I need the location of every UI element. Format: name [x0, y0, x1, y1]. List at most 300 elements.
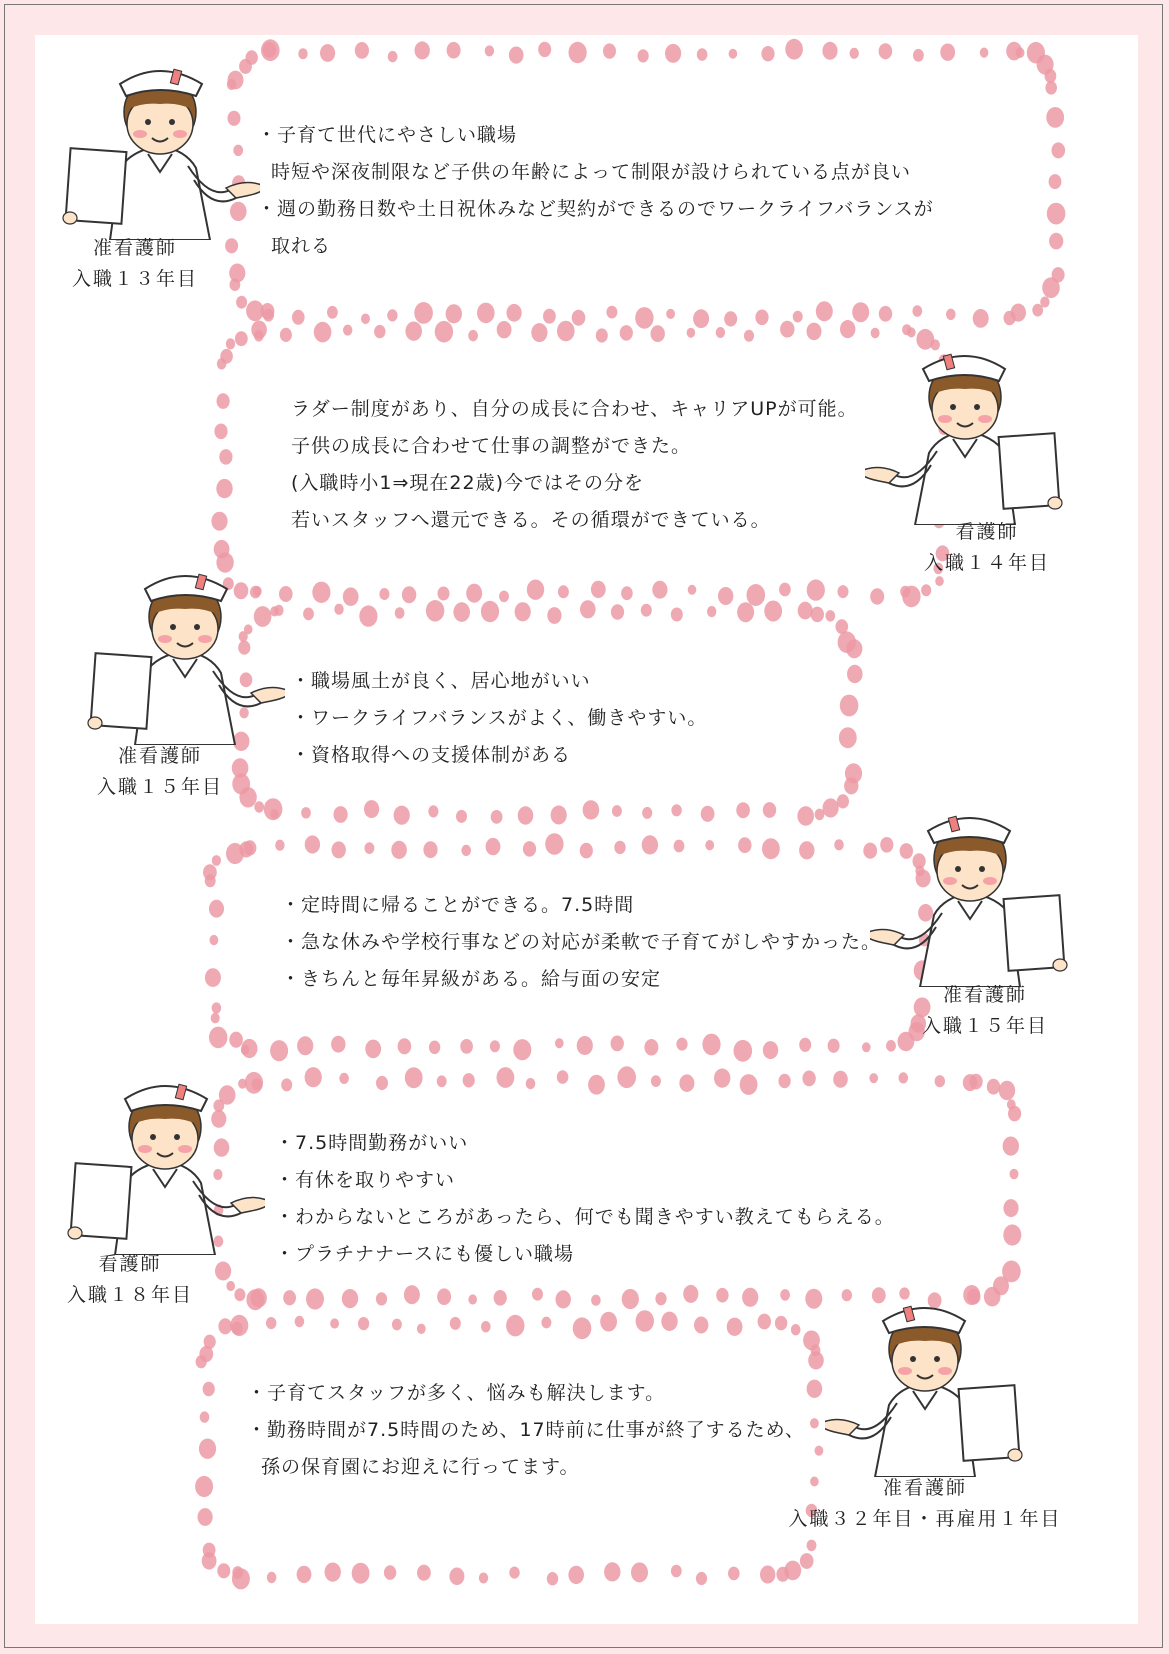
bubble-dot: [545, 833, 563, 855]
caption-6-role: 准看護師: [882, 1477, 967, 1499]
bubble-dot: [1040, 297, 1049, 308]
bubble-dot: [447, 42, 461, 59]
caption-1-years: 入職１３年目: [71, 268, 198, 290]
bubble-dot: [334, 604, 343, 615]
bubble-dot: [600, 1312, 617, 1332]
caption-4-role: 准看護師: [942, 984, 1027, 1006]
testimonial-6-line-1: ・子育てスタッフが多く、悩みも解決します。: [247, 1382, 666, 1404]
bubble-dot: [251, 321, 267, 339]
bubble-dot: [251, 1288, 267, 1307]
bubble-dot: [569, 42, 587, 63]
bubble-dot: [697, 48, 708, 61]
testimonial-4: [281, 887, 881, 998]
testimonial-2-line-4: 若いスタッフへ還元できる。その循環ができている。: [291, 509, 771, 531]
bubble-dot: [306, 1288, 324, 1309]
bubble-dot: [392, 1319, 402, 1331]
bubble-dot: [557, 1070, 569, 1084]
bubble-dot: [816, 301, 833, 321]
bubble-dot: [775, 1316, 787, 1330]
bubble-dot: [497, 1067, 515, 1088]
bubble-dot: [683, 1285, 698, 1303]
nurse-illustration-icon: [865, 335, 1065, 525]
testimonial-1-line-4: 取れる: [271, 235, 332, 257]
bubble-dot: [387, 309, 397, 321]
bubble-dot: [671, 1565, 682, 1578]
bubble-dot: [332, 841, 346, 858]
bubble-dot: [810, 1418, 819, 1428]
caption-3-years: 入職１５年目: [96, 776, 223, 798]
bubble-dot: [266, 1317, 276, 1329]
bubble-dot: [755, 310, 768, 326]
bubble-dot: [644, 1039, 658, 1056]
bubble-dot: [556, 1290, 571, 1308]
bubble-dot: [334, 806, 348, 823]
bubble-dot: [428, 805, 438, 817]
bubble-dot: [388, 51, 398, 62]
nurse-illustration-icon: [85, 555, 285, 745]
bubble-dot: [973, 309, 989, 328]
bubble-dot: [374, 325, 385, 338]
bubble-dot: [674, 840, 685, 853]
testimonial-1-line-3: ・週の勤務日数や土日祝休みなど契約ができるのでワークライフバランスが: [257, 198, 934, 220]
bubble-dot: [532, 1288, 543, 1301]
bubble-dot: [799, 1038, 811, 1052]
bubble-dot: [468, 1294, 477, 1304]
bubble-dot: [379, 588, 389, 600]
bubble-dot: [343, 325, 352, 336]
caption-5-years: 入職１８年目: [66, 1284, 193, 1306]
bubble-dot: [226, 843, 244, 864]
caption-6: [775, 1473, 1075, 1535]
bubble-dot: [1003, 1199, 1018, 1217]
bubble-dot: [807, 1540, 817, 1552]
bubble-dot: [254, 801, 264, 812]
bubble-dot: [671, 804, 681, 816]
caption-6-years: 入職３２年目・再雇用１年目: [788, 1508, 1062, 1530]
bubble-dot: [913, 49, 924, 62]
nurse-illustration-icon: [65, 1065, 265, 1255]
bubble-dot: [604, 1562, 620, 1581]
bubble-dot: [603, 43, 616, 58]
bubble-dot: [466, 584, 482, 603]
bubble-dot: [527, 580, 544, 600]
bubble-dot: [203, 1382, 215, 1396]
bubble-dot: [823, 798, 839, 817]
bubble-dot: [417, 1565, 431, 1581]
bubble-dot: [651, 1075, 661, 1087]
bubble-dot: [724, 311, 737, 326]
bubble-dot: [1007, 1099, 1016, 1109]
bubble-dot: [305, 1067, 322, 1087]
testimonial-3-line-1: ・職場風土が良く、居心地がいい: [291, 670, 591, 692]
bubble-dot: [802, 1071, 815, 1087]
bubble-dot: [1049, 233, 1063, 250]
nurse-illustration-icon: [825, 1287, 1025, 1477]
bubble-dot: [405, 1067, 423, 1088]
bubble-dot: [577, 1036, 593, 1055]
bubble-dot: [460, 1039, 473, 1054]
bubble-dot: [611, 604, 624, 620]
caption-4-years: 入職１５年目: [921, 1015, 1048, 1037]
bubble-dot: [437, 1288, 451, 1305]
bubble-dot: [515, 602, 531, 621]
bubble-dot: [450, 1317, 461, 1330]
testimonial-2-line-3: (入職時小1⇒現在22歳)今ではその分を: [291, 472, 645, 494]
bubble-dot: [869, 1073, 878, 1083]
bubble-dot: [297, 1036, 313, 1055]
bubble-dot: [834, 839, 844, 850]
bubble-dot: [417, 1324, 426, 1334]
bubble-dot: [665, 44, 681, 63]
bubble-dot: [226, 1281, 235, 1291]
bubble-dot: [1042, 277, 1060, 298]
bubble-dot: [1002, 1261, 1021, 1283]
caption-3-role: 准看護師: [117, 745, 202, 767]
bubble-dot: [468, 330, 478, 341]
bubble-dot: [762, 838, 780, 859]
bubble-dot: [481, 1321, 491, 1332]
bubble-dot: [398, 1038, 412, 1054]
bubble-dot: [611, 1036, 624, 1052]
bubble-dot: [203, 1543, 216, 1558]
bubble-dot: [879, 306, 892, 322]
bubble-dot: [199, 1439, 216, 1459]
bubble-dot: [218, 1318, 232, 1334]
bubble-dot: [435, 321, 453, 343]
bubble-dot: [902, 586, 920, 608]
bubble-dot: [429, 1041, 440, 1055]
bubble-dot: [693, 309, 709, 328]
bubble-dot: [209, 900, 224, 918]
bubble-dot: [805, 1289, 822, 1309]
bubble-dot: [780, 1289, 790, 1301]
bubble-dot: [687, 328, 696, 338]
bubble-dot: [568, 1566, 584, 1584]
bubble-dot: [497, 321, 512, 338]
bubble-dot: [509, 1567, 519, 1579]
bubble-dot: [785, 39, 803, 60]
bubble-dot: [234, 1288, 245, 1301]
testimonial-6: [247, 1375, 805, 1486]
bubble-dot: [833, 1071, 848, 1088]
bubble-dot: [547, 1572, 558, 1585]
bubble-dot: [655, 1292, 666, 1305]
bubble-dot: [405, 322, 422, 341]
bubble-dot: [485, 45, 494, 56]
testimonial-5-line-4: ・プラチナナースにも優しい職場: [275, 1243, 575, 1265]
bubble-dot: [499, 591, 509, 603]
bubble-dot: [449, 1568, 464, 1586]
bubble-dot: [241, 1045, 250, 1055]
testimonial-2: [291, 391, 858, 539]
bubble-dot: [583, 800, 600, 819]
bubble-dot: [1003, 1224, 1021, 1245]
bubble-dot: [490, 1040, 500, 1052]
bubble-dot: [879, 43, 893, 59]
bubble-dot: [415, 41, 430, 59]
bubble-dot: [862, 1042, 871, 1052]
bubble-dot: [840, 695, 859, 717]
bubble-dot: [558, 585, 569, 598]
bubble-dot: [679, 1074, 694, 1092]
bubble-dot: [267, 1572, 277, 1583]
bubble-dot: [734, 1040, 753, 1062]
bubble-dot: [211, 512, 227, 531]
bubble-dot: [946, 309, 956, 320]
testimonial-3: [291, 663, 707, 774]
bubble-dot: [203, 864, 217, 880]
testimonial-4-line-1: ・定時間に帰ることができる。7.5時間: [281, 894, 635, 916]
bubble-dot: [779, 1074, 791, 1088]
bubble-dot: [557, 321, 575, 342]
bubble-dot: [1052, 142, 1066, 158]
bubble-dot: [331, 1036, 345, 1053]
bubble-dot: [301, 807, 311, 818]
bubble-dot: [1049, 174, 1062, 189]
bubble-dot: [479, 1573, 488, 1584]
bubble-dot: [215, 1262, 231, 1281]
bubble-dot: [811, 1345, 821, 1357]
bubble-dot: [446, 304, 462, 323]
caption-5-role: 看護師: [98, 1253, 162, 1275]
bubble-dot: [799, 841, 814, 859]
bubble-dot: [839, 727, 857, 748]
bubble-dot: [838, 631, 856, 653]
bubble-dot: [580, 600, 596, 618]
bubble-dot: [572, 310, 586, 326]
bubble-dot: [638, 49, 649, 62]
bubble-dot: [342, 1289, 358, 1308]
bubble-dot: [622, 1289, 639, 1309]
bubble-dot: [314, 322, 332, 343]
bubble-dot: [807, 1380, 823, 1398]
bubble-dot: [763, 802, 776, 818]
bubble-dot: [642, 807, 652, 819]
bubble-dot: [283, 1290, 296, 1305]
bubble-dot: [456, 810, 467, 823]
bubble-dot: [270, 809, 279, 819]
bubble-dot: [940, 44, 955, 61]
bubble-dot: [211, 1013, 220, 1024]
bubble-dot: [573, 1317, 592, 1339]
bubble-dot: [384, 1565, 396, 1580]
bubble-dot: [551, 806, 567, 825]
bubble-dot: [729, 49, 738, 59]
bubble-dot: [740, 1074, 758, 1095]
bubble-dot: [261, 39, 280, 61]
bubble-dot: [217, 393, 230, 409]
bubble-dot: [232, 773, 250, 794]
bubble-dot: [912, 305, 922, 317]
bubble-dot: [199, 1346, 213, 1362]
bubble-dot: [742, 1288, 758, 1307]
bubble-dot: [744, 330, 754, 342]
bubble-dot: [358, 1317, 369, 1330]
bubble-dot: [1011, 304, 1026, 322]
caption-2-years: 入職１４年目: [923, 552, 1050, 574]
bubble-dot: [212, 1002, 222, 1013]
bubble-dot: [642, 835, 658, 854]
bubble-dot: [230, 278, 241, 291]
bubble-dot: [635, 307, 653, 329]
bubble-dot: [828, 1039, 840, 1053]
testimonial-3-line-3: ・資格取得への支援体制がある: [291, 744, 572, 766]
bubble-dot: [631, 1562, 648, 1582]
testimonial-5: [275, 1125, 895, 1273]
bubble-dot: [298, 48, 307, 59]
bubble-dot: [236, 296, 247, 309]
bubble-dot: [543, 309, 556, 324]
bubble-dot: [295, 1316, 305, 1327]
bubble-dot: [280, 328, 292, 342]
bubble-dot: [702, 1034, 720, 1056]
bubble-dot: [596, 328, 608, 342]
bubble-dot: [636, 1310, 654, 1332]
bubble-dot: [800, 1553, 814, 1569]
bubble-dot: [538, 42, 551, 57]
testimonial-3-line-2: ・ワークライフバランスがよく、働きやすい。: [291, 707, 708, 729]
bubble-dot: [1010, 1169, 1019, 1180]
bubble-dot: [591, 1295, 601, 1306]
caption-2: [917, 517, 1057, 579]
testimonial-1-line-2: 時短や深夜制限など子供の年齢によって制限が設けられている点が良い: [271, 161, 912, 183]
bubble-dot: [728, 1567, 740, 1581]
bubble-dot: [212, 855, 221, 866]
bubble-dot: [807, 579, 825, 600]
bubble-dot: [365, 1040, 381, 1059]
bubble-dot: [292, 310, 305, 325]
bubble-dot: [822, 42, 837, 60]
bubble-dot: [477, 303, 495, 324]
bubble-dot: [793, 311, 803, 323]
bubble-dot: [612, 805, 622, 817]
bubble-dot: [355, 42, 369, 59]
bubble-dot: [727, 1318, 743, 1336]
bubble-dot: [696, 1572, 707, 1585]
bubble-dot: [491, 810, 503, 824]
bubble-dot: [980, 48, 989, 58]
testimonial-5-line-2: ・有休を取りやすい: [275, 1169, 456, 1191]
caption-2-role: 看護師: [955, 521, 1019, 543]
bubble-dot: [798, 602, 813, 620]
bubble-dot: [921, 584, 931, 596]
bubble-dot: [852, 302, 869, 322]
bubble-dot: [987, 1079, 1000, 1095]
bubble-dot: [463, 1073, 475, 1087]
bubble-dot: [714, 1069, 730, 1088]
bubble-dot: [935, 1075, 945, 1087]
bubble-dot: [214, 424, 227, 440]
bubble-dot: [716, 327, 725, 338]
bubble-dot: [494, 1290, 507, 1306]
bubble-dot: [850, 48, 859, 59]
bubble-dot: [205, 968, 221, 987]
bubble-dot: [216, 479, 232, 498]
testimonial-5-line-3: ・わからないところがあったら、何でも聞きやすい教えてもらえる。: [275, 1206, 895, 1228]
bubble-dot: [198, 1508, 213, 1526]
bubble-dot: [200, 1411, 210, 1422]
bubble-dot: [325, 1563, 341, 1582]
bubble-dot: [364, 842, 374, 854]
bubble-dot: [235, 331, 248, 346]
bubble-dot: [666, 309, 675, 319]
bubble-dot: [1045, 81, 1057, 95]
bubble-dot: [580, 843, 593, 859]
bubble-dot: [523, 841, 536, 857]
bubble-dot: [526, 1078, 536, 1089]
bubble-dot: [541, 1317, 551, 1329]
bubble-dot: [402, 586, 416, 603]
bubble-dot: [620, 325, 633, 341]
caption-1-role: 准看護師: [92, 237, 177, 259]
caption-5: [60, 1249, 200, 1311]
bubble-dot: [320, 44, 335, 62]
bubble-dot: [837, 794, 849, 808]
caption-1: [65, 233, 205, 295]
bubble-dot: [705, 840, 714, 850]
bubble-dot: [671, 608, 683, 622]
bubble-dot: [404, 1285, 420, 1304]
testimonial-2-line-1: ラダー制度があり、自分の成長に合わせ、キャリアUPが可能。: [291, 398, 858, 420]
bubble-dot: [761, 46, 774, 61]
bubble-dot: [707, 606, 716, 617]
bubble-dot: [791, 1324, 801, 1335]
bubble-dot: [275, 840, 284, 851]
bubble-dot: [760, 1566, 775, 1584]
bubble-dot: [606, 306, 617, 319]
bubble-dot: [694, 1317, 708, 1334]
bubble-dot: [676, 1038, 687, 1051]
nurse-illustration-icon: [60, 50, 260, 240]
bubble-dot: [1047, 203, 1066, 225]
bubble-dot: [701, 806, 715, 822]
testimonial-5-line-1: ・7.5時間勤務がいい: [275, 1132, 469, 1154]
bubble-dot: [364, 800, 379, 818]
bubble-dot: [969, 1074, 982, 1090]
bubble-dot: [807, 323, 822, 341]
bubble-dot: [453, 602, 470, 622]
bubble-dot: [758, 1314, 771, 1330]
bubble-dot: [870, 588, 884, 604]
bubble-dot: [244, 840, 257, 855]
bubble-dot: [847, 665, 863, 683]
bubble-dot: [209, 1027, 227, 1049]
bubble-dot: [219, 449, 232, 465]
bubble-dot: [270, 1040, 288, 1061]
content-sheet: [35, 35, 1138, 1624]
bubble-dot: [312, 582, 330, 603]
bubble-dot: [507, 304, 522, 322]
bubble-dot: [506, 1315, 524, 1337]
bubble-dot: [825, 610, 835, 621]
bubble-dot: [486, 838, 501, 855]
testimonial-2-line-2: 子供の成長に合わせて仕事の調整ができた。: [291, 435, 692, 457]
bubble-dot: [815, 1446, 824, 1456]
bubble-dot: [220, 349, 233, 364]
bubble-dot: [844, 777, 858, 794]
bubble-dot: [481, 601, 499, 622]
bubble-dot: [899, 1072, 909, 1083]
caption-3: [90, 741, 230, 803]
testimonial-4-line-2: ・急な休みや学校行事などの対応が柔軟で子育てがしやすかった。: [281, 931, 882, 953]
bubble-dot: [376, 1292, 387, 1305]
bubble-dot: [840, 320, 855, 338]
bubble-dot: [614, 841, 625, 854]
bubble-dot: [1003, 1137, 1019, 1156]
bubble-dot: [297, 1566, 312, 1583]
bubble-dot: [1046, 107, 1064, 128]
bubble-dot: [303, 608, 314, 621]
